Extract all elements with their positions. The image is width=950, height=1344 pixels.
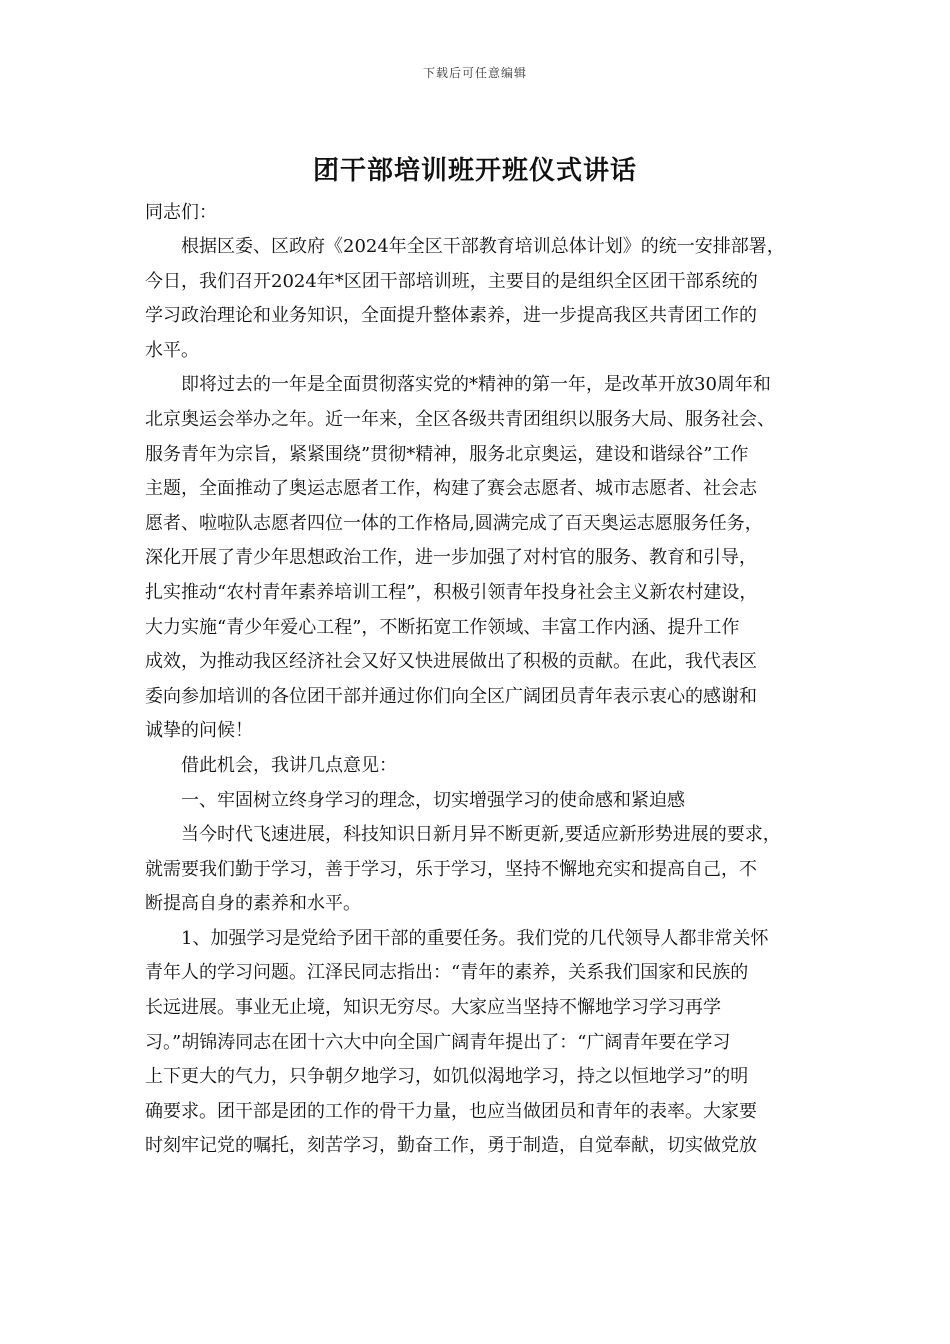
body-paragraph — [145, 784, 825, 819]
page-header-note: 下载后可任意编辑 — [422, 66, 527, 80]
body-paragraph — [145, 368, 825, 749]
salutation: 同志们： — [145, 202, 217, 223]
text-line: 断提高自身的素养和水平。 — [145, 893, 361, 915]
text-line: 长远进展。事业无止境，知识无穷尽。大家应当坚持不懈地学习学习再学 — [145, 997, 721, 1019]
text-line: 扎实推动“农村青年素养培训工程”，积极引领青年投身社会主义新农村建设， — [145, 581, 758, 603]
text-line: 学习政治理论和业务知识，全面提升整体素养，进一步提高我区共青团工作的 — [145, 305, 757, 327]
text-line: 青年人的学习问题。江泽民同志指出：“青年的素养，关系我们国家和民族的 — [145, 962, 749, 984]
text-line: 就需要我们勤于学习，善于学习，乐于学习，坚持不懈地充实和提高自己，不 — [145, 858, 757, 880]
text-line: 借此机会，我讲几点意见： — [145, 754, 397, 776]
text-line: 委向参加培训的各位团干部并通过你们向全区广阔团员青年表示衷心的感谢和 — [145, 685, 757, 707]
text-line: 服务青年为宗旨，紧紧围绕”贯彻*精神，服务北京奥运，建设和谐绿谷”工作 — [145, 443, 749, 465]
text-line: 即将过去的一年是全面贯彻落实党的*精神的第一年，是改革开放30周年和 — [145, 374, 771, 396]
text-line: 成效，为推动我区经济社会又好又快进展做出了积极的贡献。在此，我代表区 — [145, 651, 757, 673]
text-line: 习。”胡锦涛同志在团十六大中向全国广阔青年提出了：“广阔青年要在学习 — [145, 1031, 731, 1053]
text-line: 1、加强学习是党给予团干部的重要任务。我们党的几代领导人都非常关怀 — [145, 927, 769, 949]
document-title: 团干部培训班开班仪式讲话 — [312, 156, 637, 186]
text-line: 一、牢固树立终身学习的理念，切实增强学习的使命感和紧迫感 — [145, 789, 685, 811]
text-line: 今日，我们召开2024年*区团干部培训班，主要目的是组织全区团干部系统的 — [145, 270, 758, 292]
body-paragraph — [145, 749, 825, 784]
text-line: 当今时代飞速进展，科技知识日新月异不断更新,要适应新形势进展的要求， — [145, 824, 781, 846]
text-line: 确要求。团干部是团的工作的骨干力量，也应当做团员和青年的表率。大家要 — [145, 1100, 757, 1122]
body-paragraph — [145, 230, 825, 368]
text-line: 深化开展了青少年思想政治工作，进一步加强了对村官的服务、教育和引导， — [145, 547, 757, 569]
text-line: 主题，全面推动了奥运志愿者工作，构建了赛会志愿者、城市志愿者、社会志 — [145, 478, 757, 500]
text-line: 时刻牢记党的嘱托，刻苦学习，勤奋工作，勇于制造，自觉奉献，切实做党放 — [145, 1135, 757, 1157]
body-paragraph — [145, 818, 825, 922]
text-line: 大力实施“青少年爱心工程”，不断拓宽工作领域、丰富工作内涵、提升工作 — [145, 616, 740, 638]
text-line: 上下更大的气力，只争朝夕地学习，如饥似渴地学习，持之以恒地学习”的明 — [145, 1066, 749, 1088]
text-line: 诚挚的问候！ — [145, 720, 253, 742]
body-paragraph — [145, 922, 825, 1164]
text-line: 根据区委、区政府《2024年全区干部教育培训总体计划》的统一安排部署， — [145, 236, 785, 257]
text-line: 愿者、啦啦队志愿者四位一体的工作格局,圆满完成了百天奥运志愿服务任务， — [145, 512, 763, 534]
document-body — [145, 230, 825, 1164]
text-line: 北京奥运会举办之年。近一年来，全区各级共青团组织以服务大局、服务社会、 — [145, 408, 775, 430]
text-line: 水平。 — [145, 339, 199, 361]
